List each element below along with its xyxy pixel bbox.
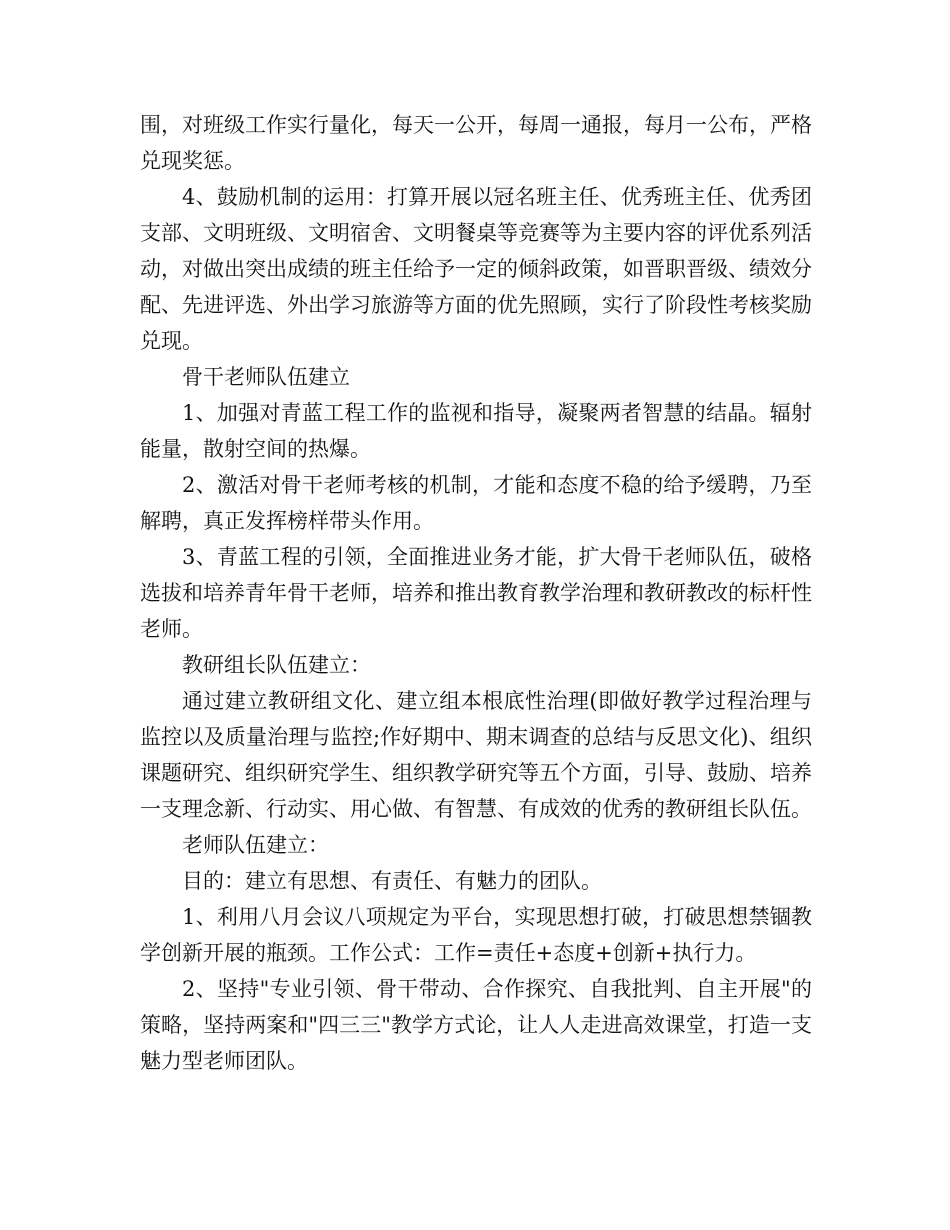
- paragraph-incentive-mechanism: 4、鼓励机制的运用：打算开展以冠名班主任、优秀班主任、优秀团支部、文明班级、文明宿舍、文明餐桌等竞赛等为主要内容的评优系列活动，对做出突出成绩的班主任给予一定的倾斜政策，如晋职晋级、绩效分配、先进评选、外出学习旅游等方面的优先照顾，实行了阶段性考核奖励兑现。: [140, 185, 812, 353]
- paragraph-teacher-team-2: 2、坚持"专业引领、骨干带动、合作探究、自我批判、自主开展"的策略，坚持两案和"四三三"教学方式论，让人人走进高效课堂，打造一支魅力型老师团队。: [140, 977, 812, 1073]
- paragraph-research-leaders: 通过建立教研组文化、建立组本根底性治理(即做好教学过程治理与监控以及质量治理与监控;作好期中、期末调查的总结与反思文化)、组织课题研究、组织研究学生、组织教学研究等五个方面，引导、鼓励、培养一支理念新、行动实、用心做、有智慧、有成效的优秀的教研组长队伍。: [140, 689, 812, 821]
- section-heading-teacher-team: 老师队伍建立：: [182, 833, 329, 857]
- paragraph-purpose: 目的：建立有思想、有责任、有魅力的团队。: [182, 869, 602, 893]
- section-heading-backbone-teachers: 骨干老师队伍建立: [182, 365, 350, 389]
- paragraph-continuation: 围，对班级工作实行量化，每天一公开，每周一通报，每月一公布，严格兑现奖惩。: [140, 113, 812, 173]
- document-body: [140, 107, 812, 1079]
- section-heading-research-leaders: 教研组长队伍建立：: [182, 653, 371, 677]
- paragraph-backbone-3: 3、青蓝工程的引领，全面推进业务才能，扩大骨干老师队伍，破格选拔和培养青年骨干老师，培养和推出教育教学治理和教研教改的标杆性老师。: [140, 545, 812, 641]
- paragraph-backbone-2: 2、激活对骨干老师考核的机制，才能和态度不稳的给予缓聘，乃至解聘，真正发挥榜样带头作用。: [140, 473, 812, 533]
- paragraph-teacher-team-1: 1、利用八月会议八项规定为平台，实现思想打破，打破思想禁锢教学创新开展的瓶颈。工作公式：工作=责任+态度+创新+执行力。: [140, 905, 812, 965]
- paragraph-backbone-1: 1、加强对青蓝工程工作的监视和指导，凝聚两者智慧的结晶。辐射能量，散射空间的热爆。: [140, 401, 812, 461]
